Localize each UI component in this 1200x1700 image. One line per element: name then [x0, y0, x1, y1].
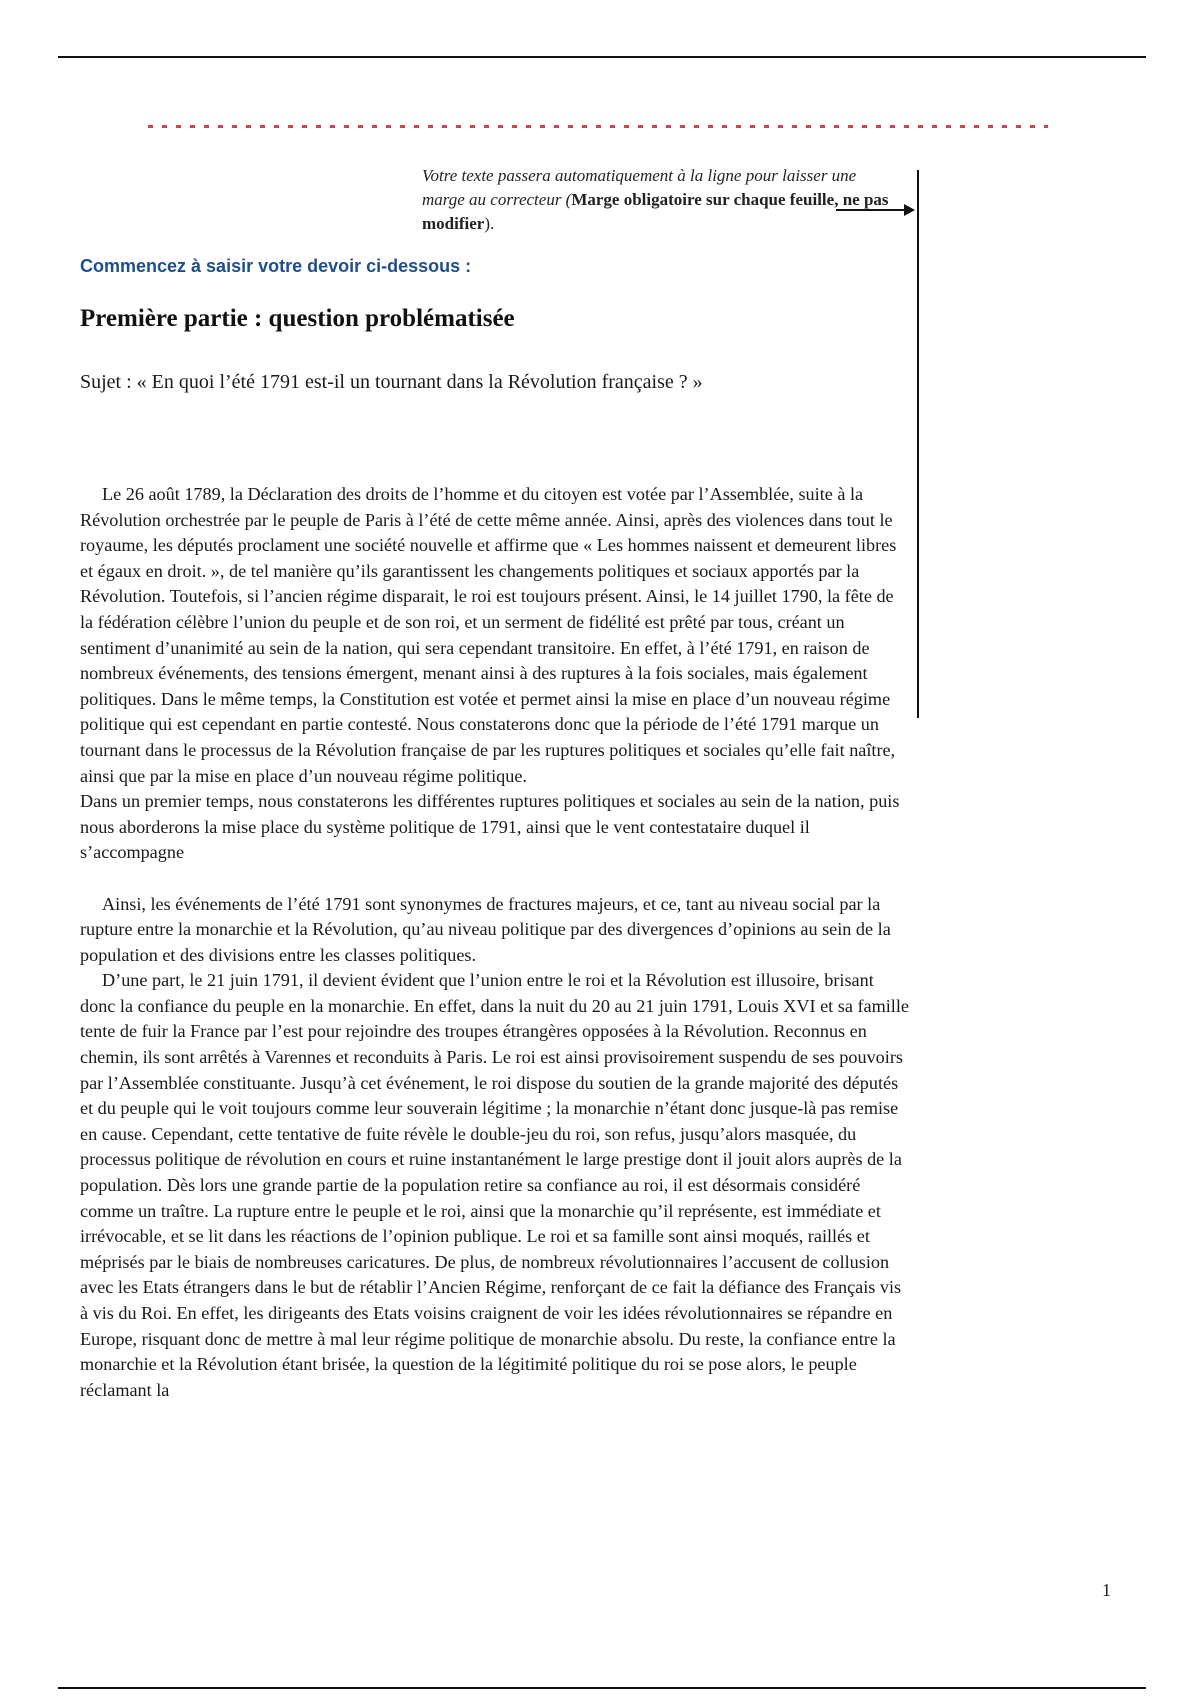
essay-body[interactable]: [80, 482, 910, 1403]
top-rule: [58, 56, 1146, 58]
section-title: Première partie : question problématisée: [80, 305, 515, 332]
paragraph-varennes: D’une part, le 21 juin 1791, il devient évident que l’union entre le roi et la Révolution est illusoire, brisant donc la confiance du peuple en la monarchie. En effet, dans la nuit du 20 au 21 juin 1791, Louis XVI et sa famille tente de fuir la France par l’est pour rejoindre des troupes étrangères opposées à la Révolution. Reconnus en chemin, ils sont arrêtés à Varennes et reconduits à Paris. Le roi est ainsi provisoirement suspendu de ses pouvoirs par l’Assemblée constituante. Jusqu’à cet événement, le roi dispose du soutien de la grande majorité des députés et du peuple qui le voit toujours comme leur souverain légitime ; la monarchie n’étant donc jusque-là pas remise en cause. Cependant, cette tentative de fuite révèle le double-jeu du roi, son refus, jusqu’alors masquée, du processus politique de révolution en cours et ruine instantanément le large prestige dont il jouit alors auprès de la population. Dès lors une grande partie de la population retire sa confiance au roi, il est désormais considéré comme un traître. La rupture entre le peuple et le roi, ainsi que la monarchie qu’il représente, est immédiate et irrévocable, et se lit dans les réactions de l’opinion publique. Le roi et sa famille sont ainsi moqués, raillés et méprisés par le biais de nombreuses caricatures. De plus, de nombreux révolutionnaires l’accusent de collusion avec les Etats étrangers dans le but de rétablir l’Ancien Régime, renforçant de ce fait la défiance des Français vis à vis du Roi. En effet, les dirigeants des Etats voisins craignent de voir les idées révolutionnaires se répandre en Europe, risquant donc de mettre à mal leur régime politique de monarchie absolu. Du reste, la confiance entre la monarchie et la Révolution étant brisée, la question de la légitimité politique du roi se pose alors, le peuple réclamant la: [80, 970, 909, 1400]
dashed-separator: [148, 125, 1048, 128]
subject-line[interactable]: Sujet : « En quoi l’été 1791 est-il un tournant dans la Révolution française ? »: [80, 371, 703, 393]
margin-note-italic: Votre texte passera automatiquement à la ligne pour laisser une marge au correcteur (: [422, 166, 857, 209]
margin-note-bold: Marge obligatoire sur chaque feuille, ne pas modifier: [422, 190, 889, 233]
bottom-rule: [58, 1687, 1146, 1689]
margin-note: [422, 164, 892, 236]
margin-line: [917, 170, 919, 718]
paragraph-plan: Dans un premier temps, nous constaterons les différentes ruptures politiques et sociales au sein de la nation, puis nous aborderons la mise place du système politique de 1791, ainsi que le vent contestataire duquel il s’accompagne: [80, 791, 900, 863]
paragraph-introduction: Le 26 août 1789, la Déclaration des droits de l’homme et du citoyen est votée par l’Assemblée, suite à la Révolution orchestrée par le peuple de Paris à l’été de cette même année. Ainsi, après des violences dans tout le royaume, les députés proclament une société nouvelle et affirme que « Les hommes naissent et demeurent libres et égaux en droit. », de tel manière qu’ils garantissent les changements politiques et sociaux apportés par la Révolution. Toutefois, si l’ancien régime disparait, le roi est toujours présent. Ainsi, le 14 juillet 1790, la fête de la fédération célèbre l’union du peuple et de son roi, et un serment de fidélité est prêté par tous, créant un sentiment d’unanimité au sein de la nation, qui sera cependant transitoire. En effet, à l’été 1791, en raison de nombreux événements, des tensions émergent, menant ainsi à des ruptures à la fois sociales, mais également politiques. Dans le même temps, la Constitution est votée et permet ainsi la mise en place d’un nouveau régime politique qui est cependant en partie contesté. Nous constaterons donc que la période de l’été 1791 marque un tournant dans le processus de la Révolution française de par les ruptures politiques et sociales qu’elle fait naître, ainsi que par la mise en place d’un nouveau régime politique.: [80, 484, 897, 786]
margin-note-end: ).: [484, 214, 495, 233]
arrow-head-icon: [904, 204, 915, 216]
paragraph-part-one-intro: Ainsi, les événements de l’été 1791 sont synonymes de fractures majeurs, et ce, tant au niveau social par la rupture entre la monarchie et la Révolution, qu’au niveau politique par des divergences d’opinions au sein de la population et des divisions entre les classes politiques.: [80, 893, 891, 965]
margin-arrow: [836, 209, 912, 211]
page-number: 1: [1102, 1580, 1111, 1600]
instruction-heading: Commencez à saisir votre devoir ci-dessous :: [80, 256, 472, 276]
